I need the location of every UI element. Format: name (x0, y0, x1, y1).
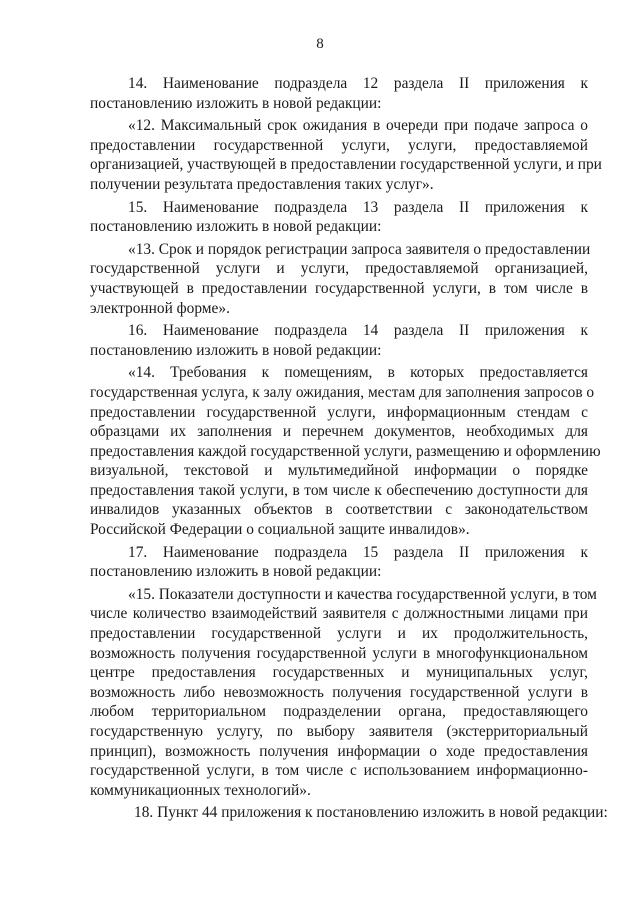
quote-14-line-5: предоставления каждой государственной услуги, размещению и оформлению (90, 442, 601, 460)
quote-14-line-3: предоставлении государственной услуги, информационным стендам с (90, 403, 588, 421)
quote-14-line-4: образцами их заполнения и перечнем документов, необходимых для (90, 423, 588, 441)
quote-15-line-1: «15. Показатели доступности и качества государственной услуги, в том (128, 585, 597, 603)
quote-12-line-1: «12. Максимальный срок ожидания в очереди при подаче запроса о (128, 117, 588, 135)
quote-12-line-2: предоставлении государственной услуги, услуги, предоставляемой (90, 136, 588, 154)
item-15-heading-line-1: 15. Наименование подраздела 13 раздела II приложения к (128, 198, 588, 216)
quote-14-line-7: предоставления такой услуги, в том числе к обеспечению доступности для (90, 481, 588, 499)
quote-14-line-9: Российской Федерации о социальной защите инвалидов». (90, 521, 470, 539)
quote-12-line-4: получении результата предоставления таких услуг». (90, 175, 434, 193)
quote-13-line-3: участвующей в предоставлении государственной услуги, в том числе в (90, 279, 588, 297)
quote-15-line-6: возможность либо невозможность получения государственной услуги в (90, 683, 588, 701)
quote-14-line-2: государственная услуга, к залу ожидания, местам для заполнения запросов о (90, 383, 595, 401)
quote-12-line-3: организацией, участвующей в предоставлении государственной услуги, и при (90, 156, 602, 174)
document-body (90, 74, 608, 823)
quote-14-line-6: визуальной, текстовой и мультимедийной информации о порядке (90, 462, 588, 480)
quote-15-line-5: центре предоставления государственных и муниципальных услуг, (90, 664, 588, 682)
quote-13-line-4: электронной форме». (90, 299, 230, 317)
quote-14-line-1: «14. Требования к помещениям, в которых предоставляется (128, 364, 588, 382)
item-14-heading-line-2: постановлению изложить в новой редакции: (90, 94, 382, 112)
item-17-heading-line-1: 17. Наименование подраздела 15 раздела II приложения к (128, 543, 588, 561)
item-17-heading-line-2: постановлению изложить в новой редакции: (90, 563, 382, 581)
quote-15-line-4: возможность получения государственной услуги в многофункциональном (90, 644, 588, 662)
item-14-heading-line-1: 14. Наименование подраздела 12 раздела II приложения к (128, 75, 588, 92)
quote-14-line-8: инвалидов указанных объектов в соответствии с законодательством (90, 501, 588, 519)
quote-13-line-1: «13. Срок и порядок регистрации запроса заявителя о предоставлении (128, 240, 591, 258)
item-18-line-1: 18. Пункт 44 приложения к постановлению изложить в новой редакции: (134, 804, 608, 822)
item-15-heading-line-2: постановлению изложить в новой редакции: (90, 218, 382, 236)
page-number: 8 (316, 36, 324, 52)
quote-15-line-3: предоставлении государственной услуги и их продолжительность, (90, 625, 588, 643)
quote-15-line-2: числе количество взаимодействий заявителя с должностными лицами при (90, 605, 588, 623)
quote-15-line-7: любом территориальном подразделении органа, предоставляющего (90, 703, 588, 721)
quote-15-line-11: коммуникационных технологий». (90, 781, 311, 799)
item-16-heading-line-1: 16. Наименование подраздела 14 раздела II приложения к (128, 322, 588, 340)
quote-13-line-2: государственной услуги и услуги, предоставляемой организацией, (90, 260, 588, 278)
quote-15-line-8: государственную услугу, по выбору заявителя (экстерриториальный (90, 723, 588, 740)
quote-15-line-9: принцип), возможность получения информации о ходе предоставления (90, 742, 588, 760)
item-16-heading-line-2: постановлению изложить в новой редакции: (90, 341, 382, 359)
quote-15-line-10: государственной услуги, в том числе с использованием информационно- (90, 762, 588, 780)
